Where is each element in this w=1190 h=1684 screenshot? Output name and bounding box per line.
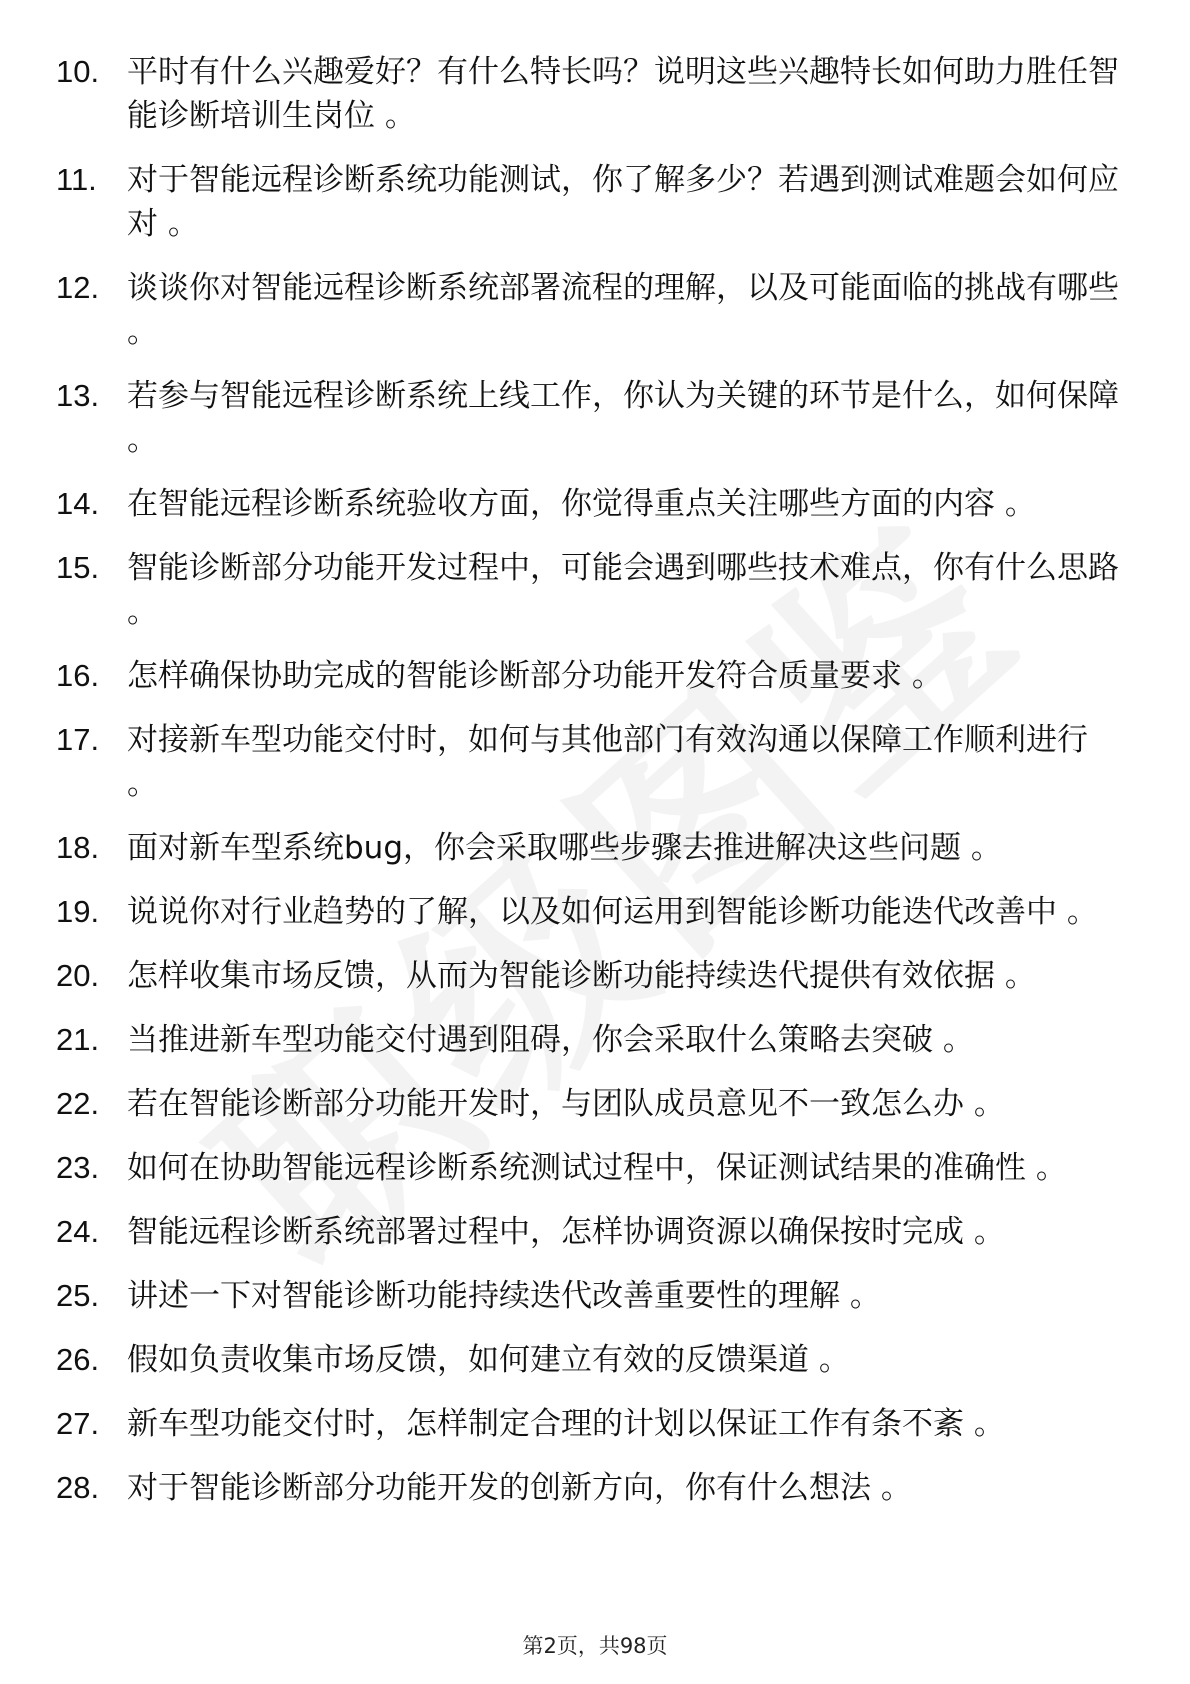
question-number: 17. <box>56 722 100 757</box>
question-number: 22. <box>56 1086 100 1121</box>
question-text: 讲述一下对智能诊断功能持续迭代改善重要性的理解 。 <box>127 1278 881 1314</box>
question-number: 24. <box>56 1214 100 1249</box>
question-number: 16. <box>56 658 100 693</box>
question-text: 新车型功能交付时，怎样制定合理的计划以保证工作有条不紊 。 <box>127 1406 1005 1442</box>
question-item <box>0 1466 1190 1510</box>
question-text: 对接新车型功能交付时，如何与其他部门有效沟通以保障工作顺利进行 。 <box>127 722 1088 802</box>
question-number: 15. <box>56 550 100 585</box>
question-item <box>0 826 1190 870</box>
question-item <box>0 890 1190 934</box>
question-number: 13. <box>56 378 100 413</box>
question-text: 平时有什么兴趣爱好？有什么特长吗？说明这些兴趣特长如何助力胜任智能诊断培训生岗位 。 <box>127 54 1119 134</box>
question-item <box>0 1402 1190 1446</box>
question-item <box>0 954 1190 998</box>
question-item <box>0 1210 1190 1254</box>
question-text: 谈谈你对智能远程诊断系统部署流程的理解，以及可能面临的挑战有哪些 。 <box>127 270 1119 350</box>
question-number: 12. <box>56 270 100 305</box>
question-item <box>0 158 1190 246</box>
question-item <box>0 1082 1190 1126</box>
question-number: 25. <box>56 1278 100 1313</box>
question-item <box>0 266 1190 354</box>
question-text: 在智能远程诊断系统验收方面，你觉得重点关注哪些方面的内容 。 <box>127 486 1036 522</box>
question-item <box>0 654 1190 698</box>
question-text: 对于智能远程诊断系统功能测试，你了解多少？若遇到测试难题会如何应对 。 <box>127 162 1119 242</box>
question-item <box>0 718 1190 806</box>
question-text: 说说你对行业趋势的了解，以及如何运用到智能诊断功能迭代改善中 。 <box>127 894 1098 930</box>
question-text: 若在智能诊断部分功能开发时，与团队成员意见不一致怎么办 。 <box>127 1086 1005 1122</box>
question-number: 23. <box>56 1150 100 1185</box>
question-number: 26. <box>56 1342 100 1377</box>
question-number: 20. <box>56 958 100 993</box>
question-number: 28. <box>56 1470 100 1505</box>
question-text: 智能远程诊断系统部署过程中，怎样协调资源以确保按时完成 。 <box>127 1214 1005 1250</box>
question-item <box>0 546 1190 634</box>
question-item <box>0 1338 1190 1382</box>
question-item <box>0 1146 1190 1190</box>
question-text: 对于智能诊断部分功能开发的创新方向，你有什么想法 。 <box>127 1470 912 1506</box>
question-number: 11. <box>56 162 97 197</box>
question-item <box>0 374 1190 462</box>
question-number: 10. <box>56 54 100 89</box>
question-list <box>0 50 1190 1530</box>
page-number-label: 第2页，共98页 <box>522 1634 668 1658</box>
question-item <box>0 1018 1190 1062</box>
question-text: 当推进新车型功能交付遇到阻碍，你会采取什么策略去突破 。 <box>127 1022 974 1058</box>
question-item <box>0 50 1190 138</box>
question-number: 18. <box>56 830 100 865</box>
page-footer <box>0 1630 1190 1660</box>
question-number: 19. <box>56 894 100 929</box>
question-text: 智能诊断部分功能开发过程中，可能会遇到哪些技术难点，你有什么思路 。 <box>127 550 1119 630</box>
question-text: 如何在协助智能远程诊断系统测试过程中，保证测试结果的准确性 。 <box>127 1150 1067 1186</box>
question-text: 怎样收集市场反馈，从而为智能诊断功能持续迭代提供有效依据 。 <box>127 958 1036 994</box>
question-number: 14. <box>56 486 100 521</box>
question-number: 27. <box>56 1406 100 1441</box>
question-text: 假如负责收集市场反馈，如何建立有效的反馈渠道 。 <box>127 1342 850 1378</box>
question-text: 若参与智能远程诊断系统上线工作，你认为关键的环节是什么，如何保障 。 <box>127 378 1119 458</box>
question-text: 面对新车型系统bug，你会采取哪些步骤去推进解决这些问题 。 <box>127 830 1002 866</box>
question-item <box>0 1274 1190 1318</box>
question-text: 怎样确保协助完成的智能诊断部分功能开发符合质量要求 。 <box>127 658 943 694</box>
question-number: 21. <box>56 1022 100 1057</box>
question-item <box>0 482 1190 526</box>
